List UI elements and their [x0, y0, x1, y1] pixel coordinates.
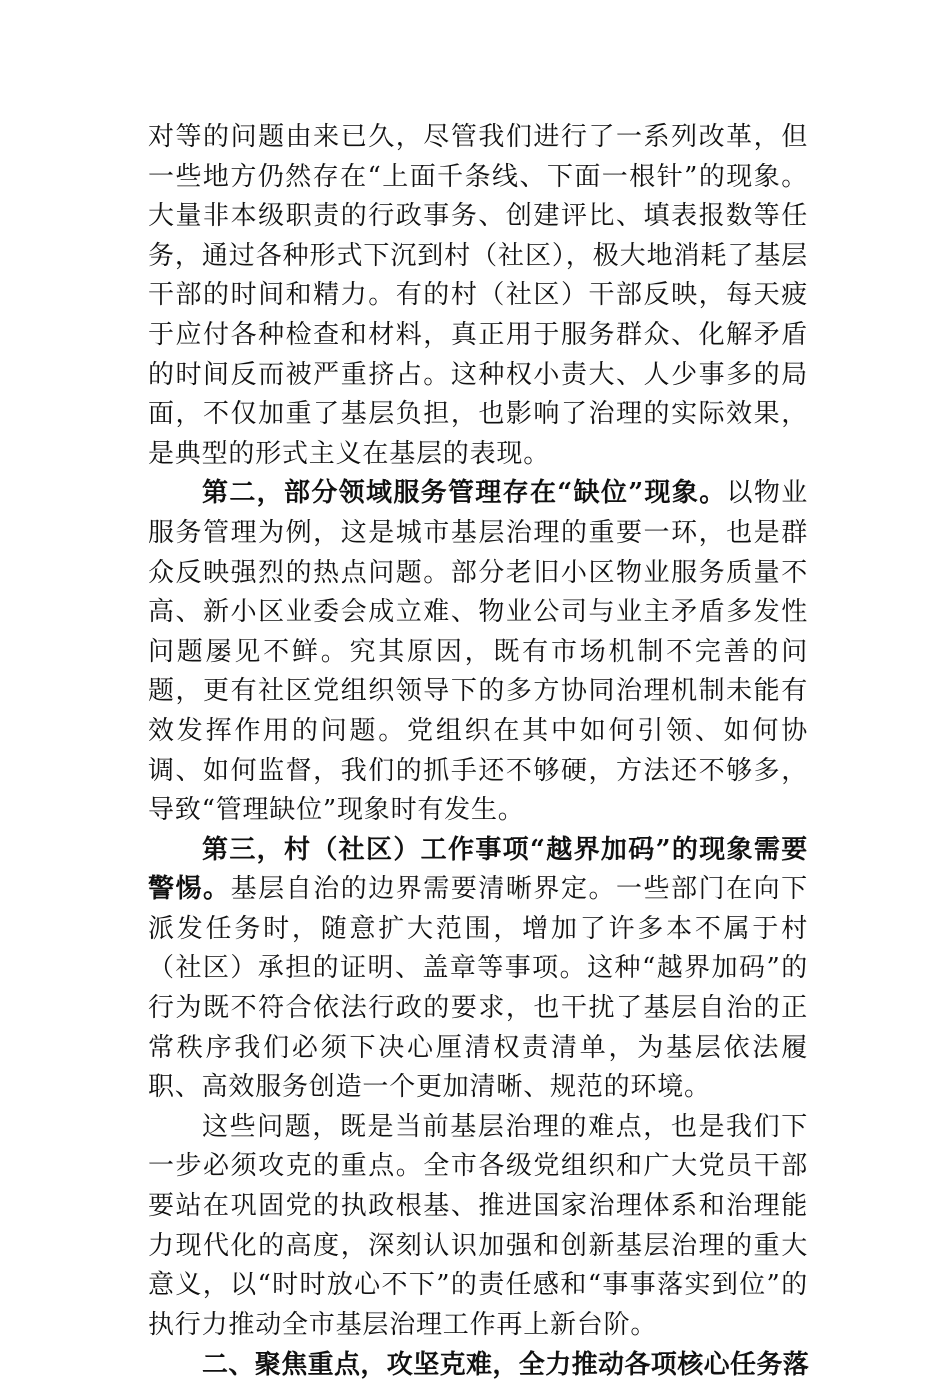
paragraph-lead: 第三，村（社区）工作事项“越界加码”的现象需要警惕。 — [148, 834, 808, 905]
body-paragraph — [148, 1108, 808, 1346]
paragraph-text: 这些问题，既是当前基层治理的难点，也是我们下一步必须攻克的重点。全市各级党组织和广大党员干部要站在巩固党的执政根基、推进国家治理体系和治理能力现代化的高度，深刻认识加强和创新基层治理的重大意义，以“时时放心不下”的责任感和“事事落实到位”的执行力推动全市基层治理工作再上新台阶。 — [148, 1111, 808, 1340]
paragraph-text: 基层自治的边界需要清晰界定。一些部门在向下派发任务时，随意扩大范围，增加了许多本不属于村（社区）承担的证明、盖章等事项。这种“越界加码”的行为既不符合依法行政的要求，也干扰了基层自治的正常秩序我们必须下决心厘清权责清单，为基层依法履职、高效服务创造一个更加清晰、规范的环境。 — [148, 874, 808, 1103]
paragraph-text: 对等的问题由来已久，尽管我们进行了一系列改革，但一些地方仍然存在“上面千条线、下面一根针”的现象。大量非本级职责的行政事务、创建评比、填表报数等任务，通过各种形式下沉到村（社区），极大地消耗了基层干部的时间和精力。有的村（社区）干部反映，每天疲于应付各种检查和材料，真正用于服务群众、化解矛盾的时间反而被严重挤占。这种权小责大、人少事多的局面，不仅加重了基层负担，也影响了治理的实际效果，是典型的形式主义在基层的表现。 — [148, 122, 808, 469]
body-paragraph — [148, 831, 808, 1108]
body-paragraph — [148, 474, 808, 830]
body-paragraph — [148, 118, 808, 474]
document-body — [148, 118, 808, 1385]
paragraph-lead: 第二，部分领域服务管理存在“缺位”现象。 — [202, 478, 727, 509]
section-heading: 二、聚焦重点，攻坚克难，全力推动各项核心任务落 — [202, 1350, 810, 1381]
paragraph-text: 以物业服务管理为例，这是城市基层治理的重要一环，也是群众反映强烈的热点问题。部分老旧小区物业服务质量不高、新小区业委会成立难、物业公司与业主矛盾多发性问题屡见不鲜。究其原因，既有市场机制不完善的问题，更有社区党组织领导下的多方协同治理机制未能有效发挥作用的问题。党组织在其中如何引领、如何协调、如何监督，我们的抓手还不够硬，方法还不够多，导致“管理缺位”现象时有发生。 — [148, 478, 808, 826]
